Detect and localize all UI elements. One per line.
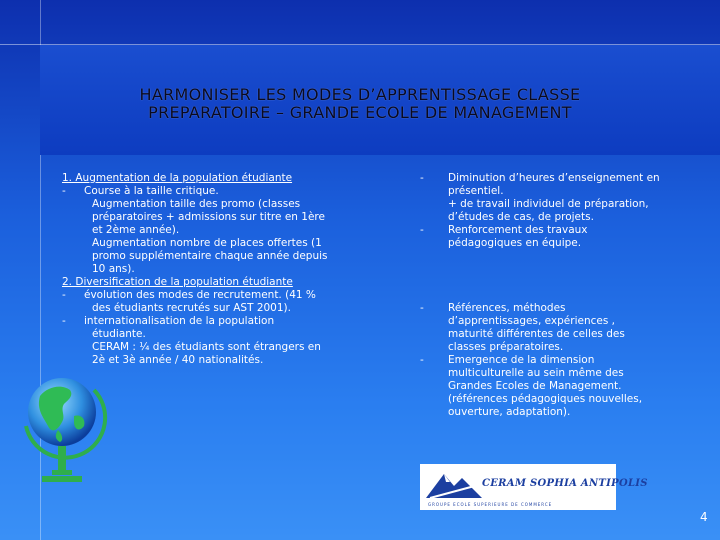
- slide-title: [40, 86, 680, 122]
- title-line-1: HARMONISER LES MODES D’APPRENTISSAGE CLASSE: [139, 85, 581, 104]
- text-line: Augmentation nombre de places offertes (1: [92, 237, 322, 249]
- text-line: Renforcement des travaux: [448, 224, 588, 236]
- heading-2: 2. Diversification de la population étudiante: [62, 276, 293, 288]
- text-line: ouverture, adaptation).: [448, 406, 571, 418]
- ceram-logo: [420, 464, 648, 510]
- right-column: [420, 172, 682, 419]
- list-item: [62, 315, 354, 328]
- spacer: [420, 250, 682, 302]
- text-line: CERAM : ¼ des étudiants sont étrangers en: [92, 341, 321, 353]
- text-line: 2è et 3è année / 40 nationalités.: [92, 354, 264, 366]
- text-line: maturité différentes de celles des: [448, 328, 625, 340]
- text-line: d’apprentissages, expériences ,: [448, 315, 615, 327]
- heading-1: 1. Augmentation de la population étudiante: [62, 172, 293, 184]
- logo-subtext: GROUPE ECOLE SUPERIEURE DE COMMERCE: [428, 502, 553, 507]
- bullet-dash: -: [420, 302, 424, 314]
- text-line: classes préparatoires.: [448, 341, 564, 353]
- text-line: présentiel.: [448, 185, 504, 197]
- text-line: Augmentation taille des promo (classes: [92, 198, 301, 210]
- bullet-dash: -: [62, 185, 66, 197]
- text-line: d’études de cas, de projets.: [448, 211, 594, 223]
- title-line-2: PREPARATOIRE – GRANDE ECOLE DE MANAGEMENT: [148, 103, 572, 122]
- left-column: [62, 172, 354, 367]
- list-item: [420, 224, 682, 250]
- list-item: [420, 354, 682, 419]
- text-line: Références, méthodes: [448, 302, 566, 314]
- text-line: étudiante.: [92, 328, 146, 340]
- bullet-dash: -: [420, 354, 424, 366]
- ceram-emblem-icon: [424, 466, 484, 502]
- bullet-dash: -: [420, 224, 424, 236]
- text-line: multiculturelle au sein même des: [448, 367, 624, 379]
- bullet-dash: -: [62, 289, 66, 301]
- text-line: Diminution d’heures d’enseignement en: [448, 172, 660, 184]
- text-line: Emergence de la dimension: [448, 354, 595, 366]
- logo-text: CERAM SOPHIA ANTIPOLIS: [482, 478, 648, 489]
- bullet-dash: -: [62, 315, 66, 327]
- page-number: 4: [700, 510, 708, 524]
- text-line: 10 ans).: [92, 263, 135, 275]
- globe-icon: [18, 360, 108, 500]
- list-item-text: internationalisation de la population: [84, 315, 275, 327]
- text-line: promo supplémentaire chaque année depuis: [92, 250, 328, 262]
- list-item-text: Course à la taille critique.: [84, 185, 219, 197]
- list-item: [420, 172, 682, 224]
- text-line: et 2ème année).: [92, 224, 180, 236]
- text-line: pédagogiques en équipe.: [448, 237, 582, 249]
- text-line: préparatoires + admissions sur titre en 1ère: [92, 211, 325, 223]
- bullet-dash: -: [420, 172, 424, 184]
- list-item-text: évolution des modes de recrutement. (41 %: [84, 289, 316, 301]
- list-item: [62, 185, 354, 198]
- list-item: [62, 289, 354, 302]
- list-item: [420, 302, 682, 354]
- text-line: (références pédagogiques nouvelles,: [448, 393, 643, 405]
- text-line: Grandes Ecoles de Management.: [448, 380, 622, 392]
- text-line: des étudiants recrutés sur AST 2001).: [92, 302, 291, 314]
- text-line: + de travail individuel de préparation,: [448, 198, 649, 210]
